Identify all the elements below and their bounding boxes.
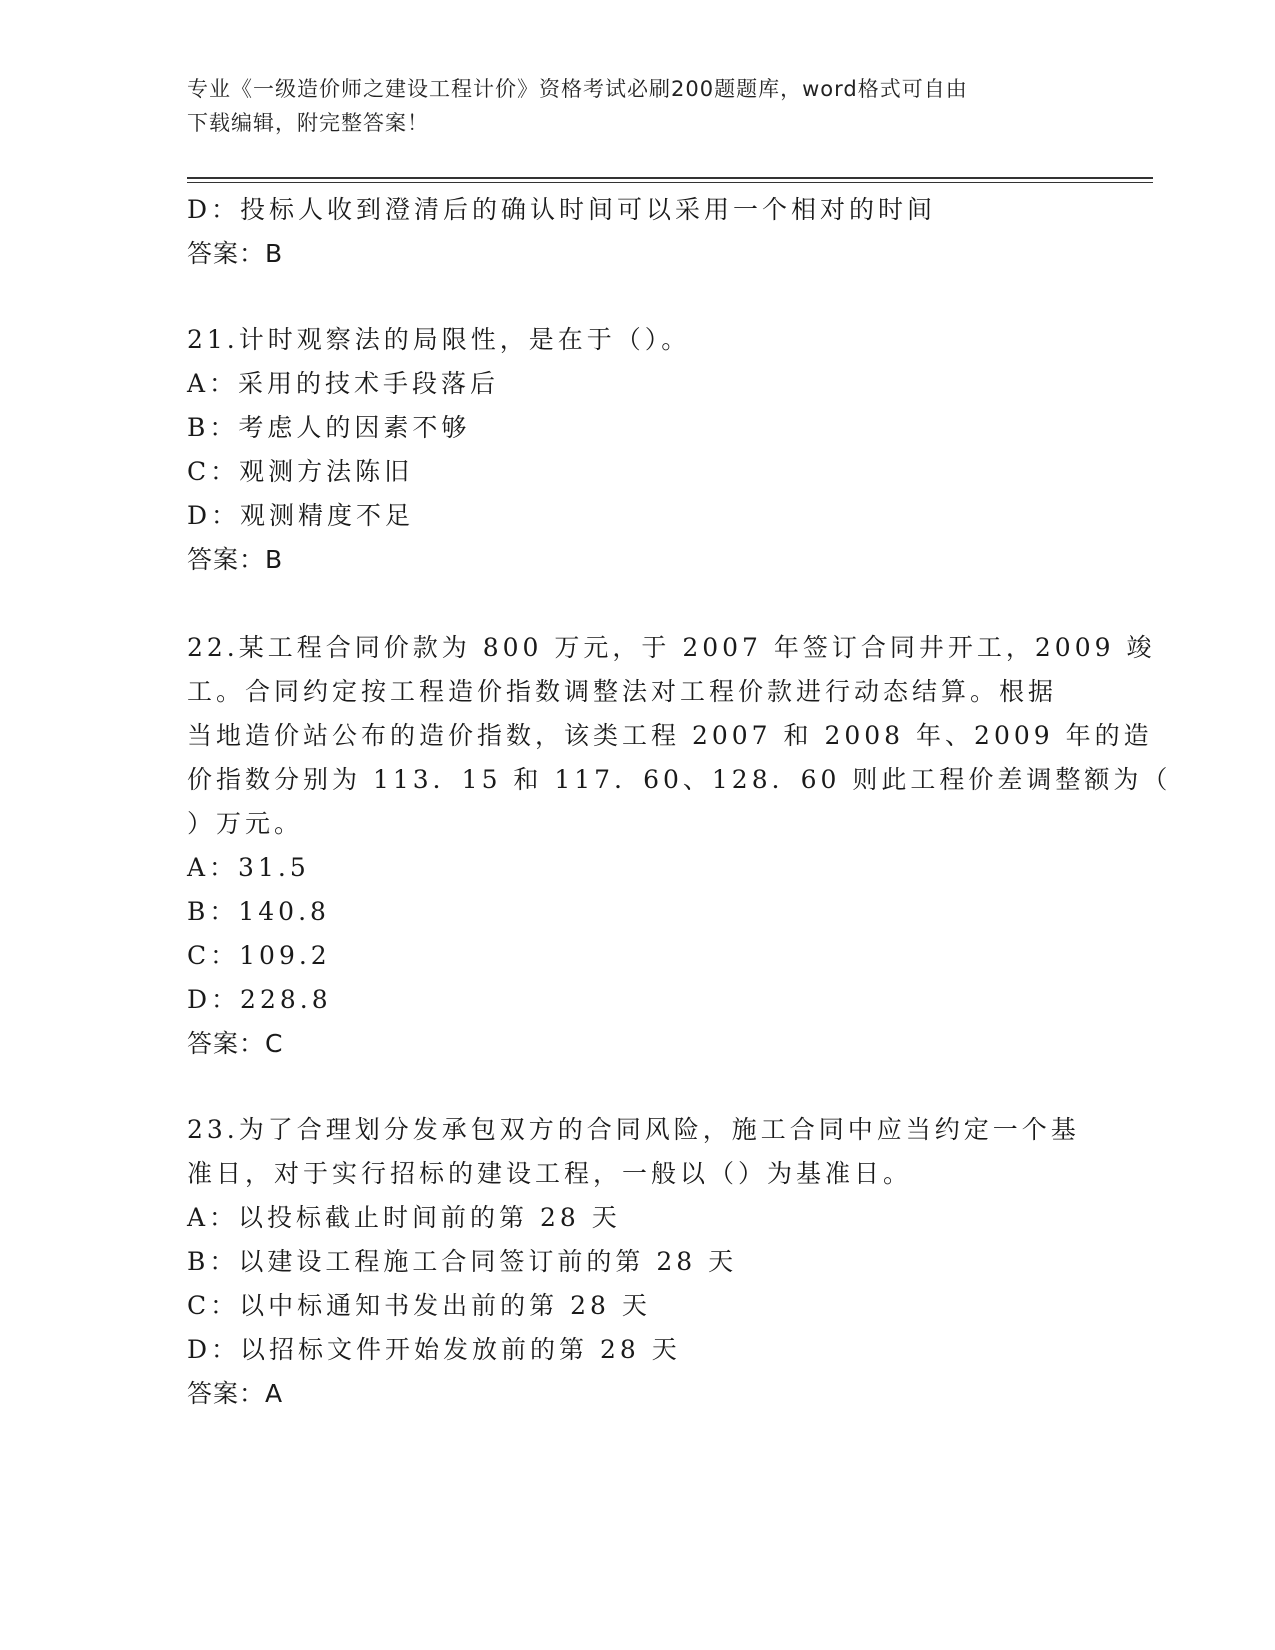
- q21-option-d: D：观测精度不足: [187, 501, 415, 530]
- q22-option-c: C：109.2: [187, 941, 331, 970]
- q22-option-b: B：140.8: [187, 897, 330, 926]
- q23-option-c: C：以中标通知书发出前的第 28 天: [187, 1291, 651, 1320]
- q22-stem-line-4: 价指数分别为 113．15 和 117．60、128．60 则此工程价差调整额为（: [187, 765, 1172, 794]
- prev-answer: 答案：B: [187, 239, 284, 268]
- header-line-1: 专业《一级造价师之建设工程计价》资格考试必刷200题题库，word格式可自由: [187, 77, 968, 101]
- q22-option-a: A：31.5: [187, 853, 310, 882]
- q22-stem-line-5: ）万元。: [187, 809, 304, 838]
- q22-option-d: D：228.8: [187, 985, 332, 1014]
- q23-option-d: D：以招标文件开始发放前的第 28 天: [187, 1335, 681, 1364]
- header-divider-thick: [187, 177, 1153, 179]
- header-divider-thin: [187, 182, 1153, 183]
- q21-stem: 21.计时观察法的局限性，是在于（）。: [187, 325, 691, 354]
- q23-answer: 答案：A: [187, 1379, 284, 1408]
- q21-option-b: B：考虑人的因素不够: [187, 413, 471, 442]
- q23-stem-line-1: 23.为了合理划分发承包双方的合同风险，施工合同中应当约定一个基: [187, 1115, 1080, 1144]
- q22-answer: 答案：C: [187, 1029, 284, 1058]
- page-header: [187, 72, 1087, 140]
- q23-option-a: A：以投标截止时间前的第 28 天: [187, 1203, 621, 1232]
- prev-option-d: D：投标人收到澄清后的确认时间可以采用一个相对的时间: [187, 195, 937, 224]
- q23-option-b: B：以建设工程施工合同签订前的第 28 天: [187, 1247, 738, 1276]
- q22-stem-line-3: 当地造价站公布的造价指数，该类工程 2007 和 2008 年、2009 年的造: [187, 721, 1153, 750]
- q22-stem-line-2: 工。合同约定按工程造价指数调整法对工程价款进行动态结算。根据: [187, 677, 1058, 706]
- q23-stem-line-2: 准日，对于实行招标的建设工程，一般以（）为基准日。: [187, 1159, 913, 1188]
- q22-stem-line-1: 22.某工程合同价款为 800 万元，于 2007 年签订合同井开工，2009 竣: [187, 633, 1156, 662]
- q21-answer: 答案：B: [187, 545, 284, 574]
- q21-option-c: C：观测方法陈旧: [187, 457, 414, 486]
- header-line-2: 下载编辑，附完整答案！: [187, 111, 429, 135]
- q21-option-a: A：采用的技术手段落后: [187, 369, 500, 398]
